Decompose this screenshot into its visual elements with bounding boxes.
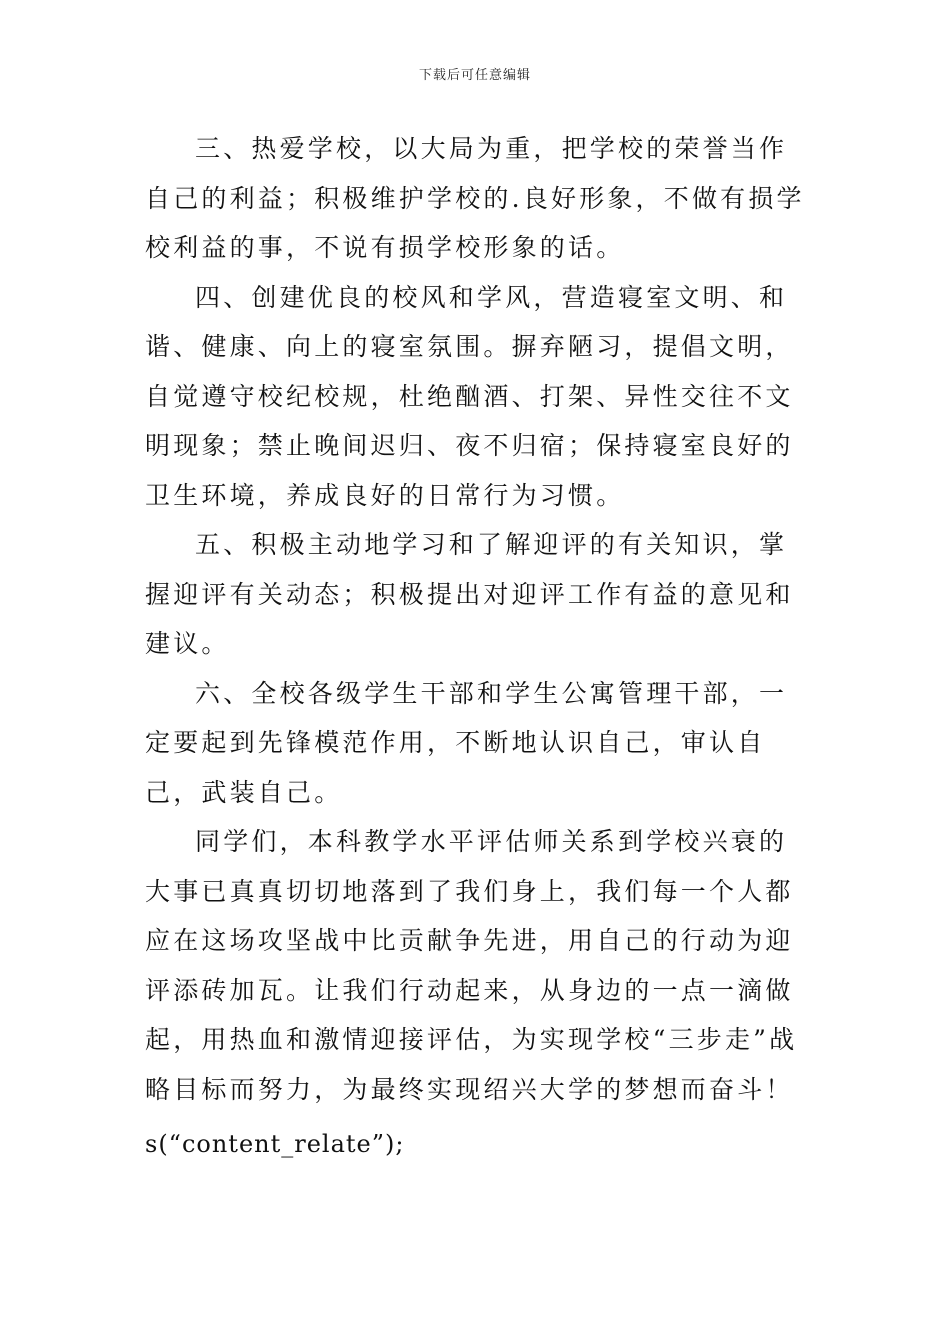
paragraph-closing: 同学们，本科教学水平评估师关系到学校兴衰的大事已真真切切地落到了我们身上，我们每一个人都应在这场攻坚战中比贡献争先进，用自己的行动为迎评添砖加瓦。让我们行动起来，从身边的一点一滴做起，用热血和激情迎接评估，为实现学校“三步走”战略目标而努力，为最终实现绍兴大学的梦想而奋斗！ — [145, 827, 798, 1104]
paragraph-4: 四、创建优良的校风和学风，营造寝室文明、和谐、健康、向上的寝室氛围。摒弃陋习，提倡文明，自觉遵守校纪校规，杜绝酗酒、打架、异性交往不文明现象；禁止晚间迟归、夜不归宿；保持寝室良好的卫生环境，养成良好的日常行为习惯。 — [145, 282, 794, 510]
page-header: 下载后可任意编辑 — [418, 68, 531, 83]
script-snippet: s(“content_relate”); — [145, 1130, 405, 1158]
paragraph-6: 六、全校各级学生干部和学生公寓管理干部，一定要起到先锋模范作用，不断地认识自己，审认自己，武装自己。 — [145, 678, 788, 807]
document-body — [145, 124, 810, 1164]
paragraph-3: 三、热爱学校，以大局为重，把学校的荣誉当作自己的利益；积极维护学校的.良好形象，不做有损学校利益的事，不说有损学校形象的话。 — [145, 134, 805, 262]
paragraph-5: 五、积极主动地学习和了解迎评的有关知识，掌握迎评有关动态；积极提出对迎评工作有益的意见和建议。 — [145, 530, 794, 658]
